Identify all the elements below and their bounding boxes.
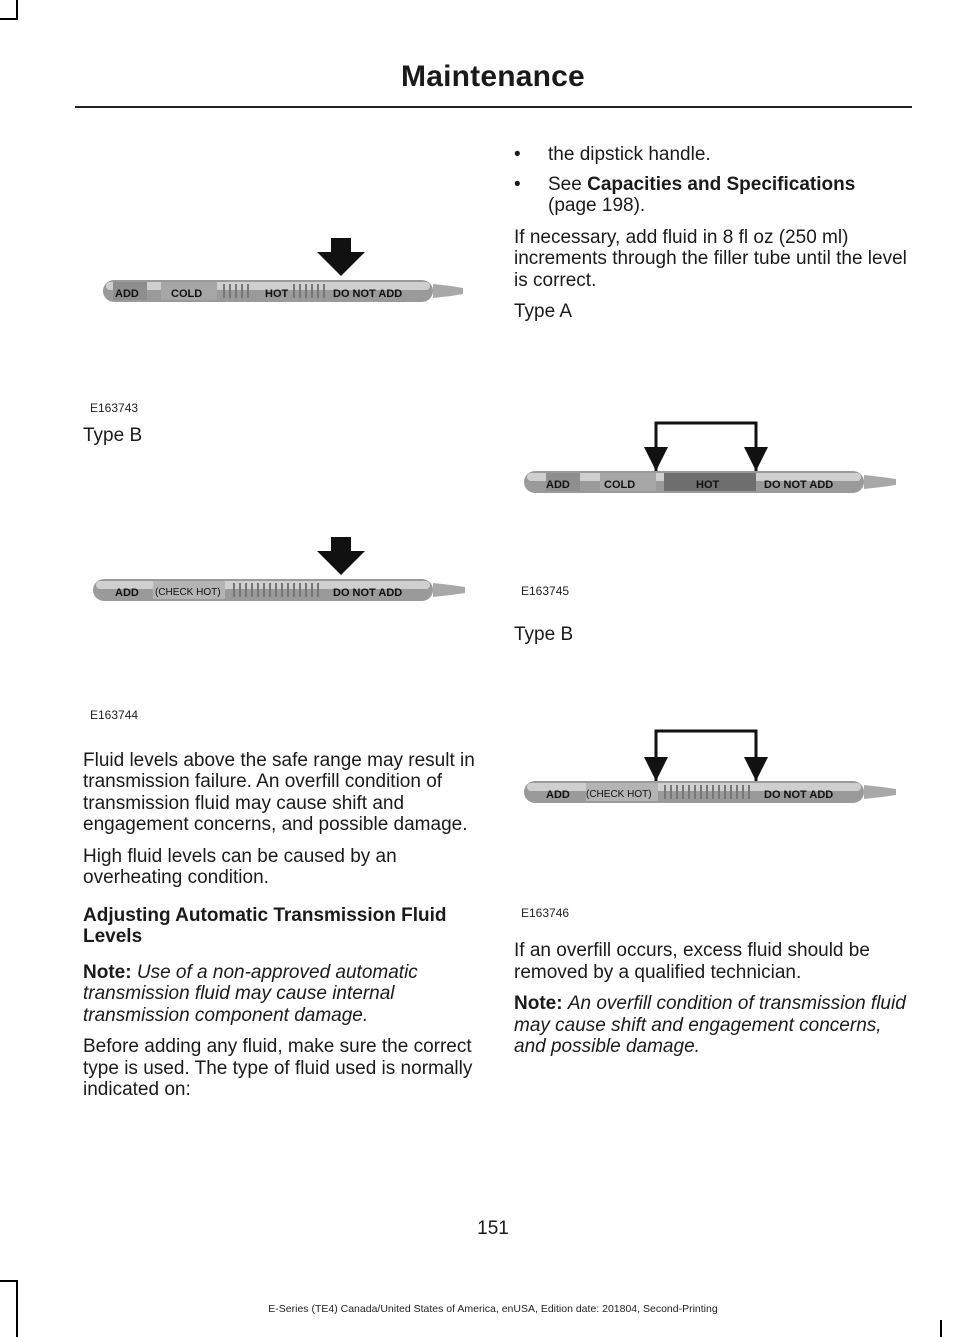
figure-id: E163743 xyxy=(90,401,139,415)
list-item xyxy=(514,144,909,166)
dipstick-label-hot: HOT xyxy=(265,288,289,300)
crop-mark xyxy=(0,1280,18,1282)
see-prefix: See xyxy=(548,173,582,195)
page-title: Maintenance xyxy=(401,60,585,93)
dipstick-label-cold: COLD xyxy=(171,288,203,300)
arrow-down-icon xyxy=(644,447,668,471)
bullet-symbol: • xyxy=(514,173,521,195)
right-column xyxy=(514,144,909,1058)
dipstick-illustration xyxy=(93,447,473,697)
paragraph: If an overfill occurs, excess fluid should be removed by a qualified technician. xyxy=(514,940,870,983)
note xyxy=(83,962,478,1027)
arrow-down-icon xyxy=(744,447,768,471)
note-text: Use of a non-approved automatic transmission fluid may cause internal transmission component damage. xyxy=(83,961,418,1026)
type-b-label: Type B xyxy=(83,425,143,446)
paragraph: If necessary, add fluid in 8 fl oz (250 ml) increments through the filler tube until the level is correct. xyxy=(514,226,907,291)
dipstick-figure-e163745 xyxy=(514,323,909,598)
dipstick-illustration xyxy=(524,323,904,583)
dipstick-label-cold: COLD xyxy=(604,478,636,491)
dipstick-figure-e163746 xyxy=(514,645,909,920)
list-item-text xyxy=(548,174,909,217)
dipstick-label-add: ADD xyxy=(115,288,139,300)
header-divider xyxy=(75,106,912,108)
page-number: 151 xyxy=(477,1218,509,1239)
note xyxy=(514,993,909,1058)
figure-id: E163744 xyxy=(90,707,139,722)
dipstick-illustration xyxy=(93,120,473,370)
dipstick-illustration xyxy=(524,645,904,905)
paragraph: High fluid levels can be caused by an overheating condition. xyxy=(83,845,397,888)
dipstick-label-check-hot: (CHECK HOT) xyxy=(586,789,652,800)
list-item xyxy=(514,174,909,217)
dipstick-label-hot: HOT xyxy=(696,478,720,491)
arrow-down-icon xyxy=(744,757,768,781)
paragraph: Fluid levels above the safe range may result in transmission failure. An overfill condition of transmission fluid may cause shift and engagement concerns, and possible damage. xyxy=(83,749,475,835)
dipstick-figure-e163743 xyxy=(83,120,478,415)
dipstick-label-do-not-add: DO NOT ADD xyxy=(764,789,834,801)
dipstick-label-do-not-add: DO NOT ADD xyxy=(764,478,834,491)
bullet-symbol: • xyxy=(514,144,521,165)
dipstick-label-do-not-add: DO NOT ADD xyxy=(333,586,403,599)
figure-id: E163745 xyxy=(521,583,570,598)
crop-mark xyxy=(940,1320,942,1337)
paragraph: Before adding any fluid, make sure the correct type is used. The type of fluid used is normally indicated on: xyxy=(83,1036,473,1100)
note-label: Note: xyxy=(83,961,132,983)
cross-reference-link[interactable]: Capacities and Specifications xyxy=(587,173,856,195)
list-item-text: the dipstick handle. xyxy=(548,144,711,165)
arrow-down-icon xyxy=(317,537,365,575)
dipstick-label-check-hot: (CHECK HOT) xyxy=(155,586,221,598)
figure-id: E163746 xyxy=(521,906,570,920)
dipstick-label-add: ADD xyxy=(546,478,570,491)
crop-mark xyxy=(16,0,18,20)
arrow-down-icon xyxy=(317,238,365,276)
dipstick-label-do-not-add: DO NOT ADD xyxy=(333,288,403,300)
crop-mark xyxy=(0,18,18,20)
dipstick-figure-e163744 xyxy=(83,447,478,722)
arrow-down-icon xyxy=(644,757,668,781)
type-b-label: Type B xyxy=(514,623,574,645)
dipstick-label-add: ADD xyxy=(546,789,570,801)
page-reference: (page 198). xyxy=(548,195,646,216)
note-label: Note: xyxy=(514,993,563,1014)
note-text: An overfill condition of transmission fluid may cause shift and engagement concerns, and possible damage. xyxy=(514,993,906,1057)
dipstick-label-add: ADD xyxy=(115,586,139,599)
left-column xyxy=(83,120,478,1101)
type-a-label: Type A xyxy=(514,301,573,322)
edition-line: E-Series (TE4) Canada/United States of America, enUSA, Edition date: 201804, Second-Printing xyxy=(268,1303,718,1315)
section-heading: Adjusting Automatic Transmission Fluid Levels xyxy=(83,904,447,947)
